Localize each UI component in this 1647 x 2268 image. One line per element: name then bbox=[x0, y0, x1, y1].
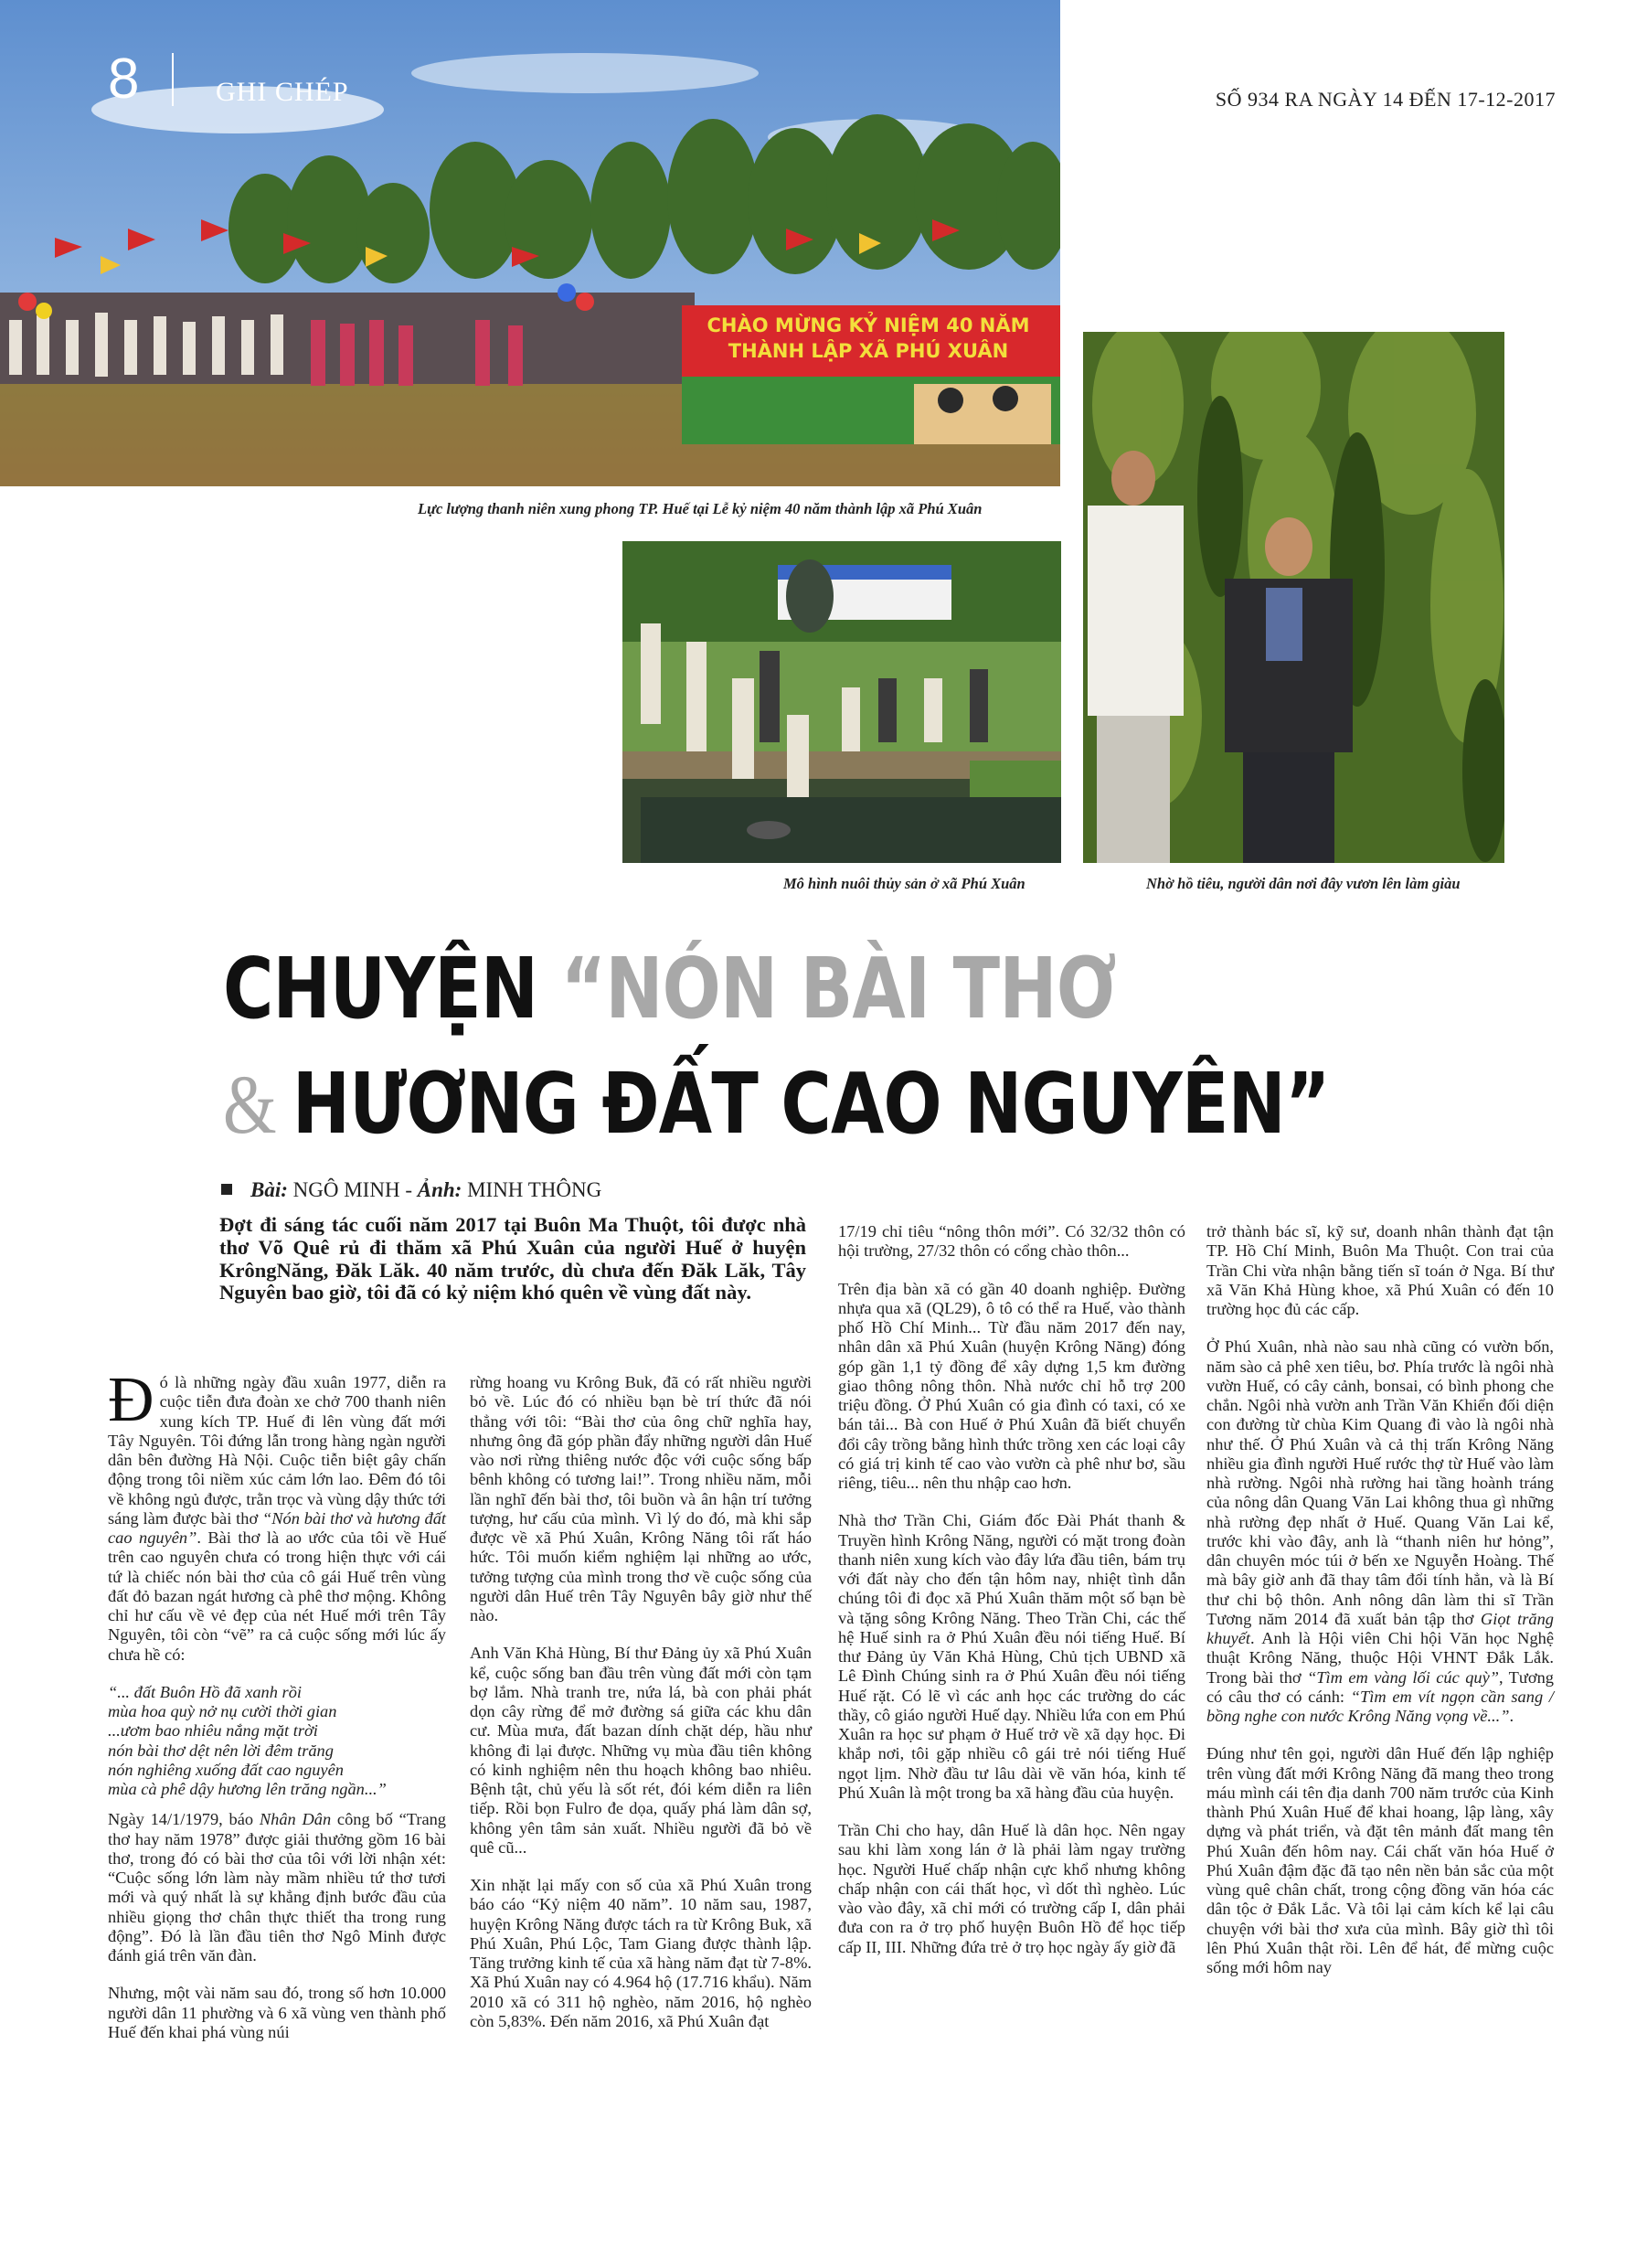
col2-paragraph-1: rừng hoang vu Krông Buk, đã có rất nhiều người bỏ về. Lúc đó có nhiều bạn bè trí thức đã nói thẳng với tôi: “Bài thơ của ông chữ nghĩa hay, nhưng ông đã góp phần đẩy những người dân Huế vào nơi rừng thiêng nước độc với cuộc sống bấp bênh không có tương lai!”. Trong nhiều năm, mỗi lần nghĩ đến bài thơ, tôi buồn và ân hận trí tưởng tượng, hư cấu của mình. Vì lý do đó, mà khi sắp được về xã Phú Xuân, Krông Năng tôi rất háo hức. Tôi muốn kiểm nghiệm lại những ao ước, tưởng tượng của mình trong thơ về cuộc sống của người dân Huế trên Tây Nguyên bây giờ như thế nào. bbox=[470, 1373, 812, 1624]
column-1 bbox=[108, 1365, 447, 2060]
issue-info: SỐ 934 RA NGÀY 14 ĐẾN 17-12-2017 bbox=[1215, 88, 1556, 111]
col4-paragraph-1: trở thành bác sĩ, kỹ sư, doanh nhân thành đạt tận TP. Hồ Chí Minh, Buôn Ma Thuột. Con trai của Trần Chi vừa nhận bằng tiến sĩ toán ở Nga. Bí thư xã Văn Khả Hùng khoe, xã Phú Xuân có đến 10 trường học đủ các cấp. bbox=[1206, 1222, 1554, 1318]
title-line-2 bbox=[223, 1055, 1330, 1153]
pepper-photo bbox=[1083, 332, 1504, 863]
column-3 bbox=[838, 1222, 1185, 1975]
title-line-1 bbox=[223, 940, 1116, 1038]
byline-bullet bbox=[221, 1184, 232, 1195]
title-ampersand: & bbox=[223, 1058, 292, 1151]
col1-p1-end: . Bài thơ là ao ước của tôi về Huế trên cao nguyên chưa có trong hiện thực với cái tứ là chiếc nón bài thơ của cô gái Huế trên vùng đất đỏ bazan ngát hương cà phê thơ mộng. Không chỉ hư cấu về vẻ đẹp của nét Huế mới trên Tây Nguyên, tôi còn “vẽ” ra cả cuộc sống mới lúc ấy chưa hề có: bbox=[108, 1528, 446, 1664]
poem-line-2: mùa hoa quỳ nở nụ cười thời gian bbox=[108, 1702, 337, 1720]
poem-line-1: “... đất Buôn Hồ đã xanh rồi bbox=[108, 1682, 303, 1701]
col4-p2-c: , Tương có câu thơ có cánh: bbox=[1206, 1667, 1554, 1706]
banner-line-2: THÀNH LẬP XÃ PHÚ XUÂN bbox=[728, 340, 1009, 362]
col4-p2-b: . Anh là Hội viên Chi hội Văn học Nghệ thuật Krông Năng, thuộc Hội VHNT Đắk Lắk. Trong bài thơ bbox=[1206, 1629, 1554, 1687]
banner-line-1: CHÀO MỪNG KỶ NIỆM 40 NĂM bbox=[707, 314, 1030, 336]
photographer: MINH THÔNG bbox=[467, 1178, 602, 1201]
lead-paragraph: Đợt đi sáng tác cuối năm 2017 tại Buôn Ma Thuột, tôi được nhà thơ Võ Quê rủ đi thăm xã Phú Xuân của người Huế ở huyện KrôngNăng, Đăk Lăk. 40 năm trước, dù chưa đến Đăk Lăk, Tây Nguyên bao giờ, tôi đã có kỷ niệm khó quên về vùng đất này. bbox=[219, 1213, 806, 1304]
col2-paragraph-2: Anh Văn Khả Hùng, Bí thư Đảng ủy xã Phú Xuân kể, cuộc sống ban đầu trên vùng đất mới còn tạm bợ lắm. Nhà tranh tre, nứa lá, bà con phải phát dọn cây rừng để mở đường sá giữa các khu dân cư. Mùa mưa, đất bazan dính chặt dép, hầu như không đi lại được. Những vụ mùa đầu tiên không có kinh nghiệm nên thu hoạch không bao nhiêu. Bệnh tật, chủ yếu là sốt rét, đói kém diễn ra liên tiếp. Rồi bọn Fulro đe dọa, quấy phá làm dân sợ, không yên tâm sản xuất. Nhiều người đã bỏ về quê cũ... bbox=[470, 1644, 812, 1857]
fishing-photo-art bbox=[622, 541, 1061, 863]
title-part-1: CHUYỆN bbox=[223, 940, 561, 1038]
col1-p2-italic: Nhân Dân bbox=[259, 1810, 332, 1829]
title-part-3: HƯƠNG ĐẤT CAO NGUYÊN” bbox=[292, 1055, 1330, 1153]
col4-p2-d: . bbox=[1509, 1707, 1514, 1725]
pepper-caption: Nhờ hồ tiêu, người dân nơi đây vươn lên làm giàu bbox=[1146, 875, 1461, 892]
col1-paragraph-3: Nhưng, một vài năm sau đó, trong số hơn 10.000 người dân 11 phường và 6 xã vùng ven thành phố Huế đến khai phá vùng núi bbox=[108, 1984, 446, 2041]
col1-p1-italic: “Nón bài thơ và hương đất cao nguyên” bbox=[108, 1508, 446, 1547]
byline-separator: - bbox=[399, 1178, 418, 1201]
col4-paragraph-3: Đúng như tên gọi, người dân Huế đến lập nghiệp trên vùng đất mới Krông Năng đã mang theo trong máu mình cái tên địa danh 700 năm trước của Kinh thành Phú Xuân Huế để khai hoang, lập làng, xây dựng và phát triển, và đặt tên mảnh đất mang tên Phú Xuân đến hôm nay. Cái chất văn hóa Huế ở Phú Xuân đậm đặc đã tạo nên nền bản sắc của một vùng quê chân chất, trong cộng đồng văn hóa các dân tộc ở Đắk Lắc. Và tôi lại cảm kích kể lại câu chuyện với bài thơ xưa của mình. Bây giờ thì tôi lên Phú Xuân thật rồi. Lên để hát, để mừng cuộc sống mới hôm nay bbox=[1206, 1744, 1554, 1976]
col1-paragraph-2 bbox=[108, 1810, 446, 1965]
title-part-2: “NÓN BÀI THƠ bbox=[560, 940, 1116, 1038]
poem-line-5: nón nghiêng xuống đất cao nguyên bbox=[108, 1760, 344, 1779]
byline-label-photo: Ảnh: bbox=[417, 1178, 468, 1201]
column-2 bbox=[470, 1373, 812, 2050]
col4-p2-italic-2: “Tìm em vàng lối cúc quỳ” bbox=[1307, 1667, 1499, 1687]
col2-paragraph-3: Xin nhặt lại mấy con số của xã Phú Xuân trong báo cáo “Kỷ niệm 40 năm”. 10 năm sau, 1987, huyện Krông Năng được tách ra từ Krông Buk, xã Phú Xuân, Phú Lộc, Tam Giang được thành lập. Tăng trưởng kinh tế của xã hàng năm đạt từ 7-8%. Xã Phú Xuân nay có 4.964 hộ (17.716 khẩu). Năm 2010 xã có 311 hộ nghèo, năm 2016, hộ nghèo còn 5,83%. Đến năm 2016, xã Phú Xuân đạt bbox=[470, 1876, 812, 2030]
col4-paragraph-2 bbox=[1206, 1337, 1554, 1726]
col4-p2-italic-1: Giọt trăng khuyết bbox=[1206, 1609, 1554, 1647]
col1-p2-a: Ngày 14/1/1979, báo bbox=[108, 1810, 260, 1829]
poem-line-6: mùa cà phê dậy hương lên trăng ngần...” bbox=[108, 1780, 387, 1798]
col3-paragraph-4: Trần Chi cho hay, dân Huế là dân học. Nên ngay sau khi làm xong lán ở là phải làm ngay trường học. Người Huế chấp nhận cực khổ nhưng không chấp nhận con cái thất học, vì dốt thì nghèo. Lúc vào vào đây, xã chỉ mới có trường cấp I, dân phải đưa con ra ở trọ phố huyện Buôn Hồ để học tiếp cấp II, III. Những đứa trẻ ở trọ học ngày ấy giờ đã bbox=[838, 1821, 1185, 1956]
col4-p2-a: Ở Phú Xuân, nhà nào sau nhà cũng có vườn bốn, năm sào cả phê xen tiêu, bơ. Phía trước là ngôi nhà vườn Huế, có cây cảnh, bonsai, có bình phong che chắn. Ngôi nhà vườn anh Trần Văn Khiển đối diện con đường từ chùa Kim Quang đi vào là ngôi nhà như thế. Ở Phú Xuân và cả thị trấn Krông Năng nhiều gia đình người Huế rước thợ từ Huế vào làm nhà rường. Ngôi nhà rường hai tầng hoành tráng của nông dân Quang Văn Lai không thua gì những nhà rường đẹp nhất ở Huế. Quang Văn Lai kể, trước khi vào đây, anh là “thanh niên hư hỏng”, dân chuyên móc túi ở bến xe Nguyễn Hoàng. Thế mà bây giờ anh đã thay tâm đổi tính hẳn, và là Bí thư chi bộ thôn. Anh nông dân làm thi sĩ Trần Tương năm 2014 đã xuất bản tập thơ bbox=[1206, 1337, 1554, 1628]
col1-paragraph-1 bbox=[108, 1365, 446, 1665]
col3-paragraph-3: Nhà thơ Trần Chi, Giám đốc Đài Phát thanh & Truyền hình Krông Năng, người có mặt trong đoàn thanh niên xung kích vào đây lứa đầu tiên, bám trụ với đất này cho đến tận hôm nay, nhiệt tình dẫn chúng tôi đi đọc xã Phú Xuân thăm một số bạn bè và tặng sông Krông Năng. Theo Trần Chi, các thế hệ Huế sinh ra ở Phú Xuân đều nói tiếng Huế. Bí thư Đảng ủy Văn Khả Hùng, Chủ tịch UBND xã Lê Đình Chúng sinh ra ở Phú Xuân đều nói tiếng Huế rặt. Có lẽ vì các anh học các trường do các thầy, cô giáo người Huế dạy. Nhiều lứa con em Phú Xuân ra học sư phạm ở Huế trở về xã dạy học. Đi khắp nơi, tôi gặp nhiều cô gái trẻ nói tiếng Huế ngọt lịm. Nhờ đầu tư lâu dài về văn hóa, kinh tế Phú Xuân là một trong ba xã hàng đầu của huyện. bbox=[838, 1511, 1185, 1802]
poem-line-4: nón bài thơ dệt nên lời đêm trăng bbox=[108, 1741, 334, 1760]
fishing-photo bbox=[622, 541, 1061, 863]
fishing-caption: Mô hình nuôi thủy sản ở xã Phú Xuân bbox=[783, 875, 1025, 892]
page-number: 8 bbox=[108, 48, 140, 111]
col3-paragraph-1: 17/19 chỉ tiêu “nông thôn mới”. Có 32/32 thôn có hội trường, 27/32 thôn có cổng chào thôn... bbox=[838, 1222, 1185, 1261]
poem bbox=[108, 1683, 446, 1800]
byline-label-text: Bài: bbox=[250, 1178, 293, 1201]
section-label: GHI CHÉP bbox=[216, 77, 349, 107]
header-divider bbox=[172, 53, 174, 106]
author: NGÔ MINH bbox=[292, 1178, 400, 1201]
festival-photo bbox=[0, 0, 1060, 486]
pepper-photo-art bbox=[1083, 332, 1504, 863]
column-4 bbox=[1206, 1222, 1554, 1996]
col4-p2-italic-3: “Tìm em vít ngọn cần sang / bồng nghe con nước Krông Năng vọng về...” bbox=[1206, 1687, 1554, 1725]
byline bbox=[221, 1178, 601, 1202]
banner-text bbox=[695, 313, 1042, 364]
col1-p2-b: công bố “Trang thơ hay năm 1978” được giải thưởng gồm 16 bài thơ, trong đó có bài thơ của tôi với lời nhận xét: “Cuộc sống lớn làm này mầm nhiều tứ thơ tươi mới và quý nhất là sự khẳng định bước đầu của nhiều giọng thơ chân thực thiết tha trong rung động”. Đó là lần đầu tiên thơ Ngô Minh được đánh giá trên văn đàn. bbox=[108, 1810, 447, 1965]
drop-cap: Đ bbox=[108, 1365, 154, 1435]
festival-caption: Lực lượng thanh niên xung phong TP. Huế tại Lễ kỷ niệm 40 năm thành lập xã Phú Xuân bbox=[418, 500, 983, 517]
festival-photo-art bbox=[0, 0, 1060, 486]
col3-paragraph-2: Trên địa bàn xã có gần 40 doanh nghiệp. Đường nhựa qua xã (QL29), ô tô có thể ra Huế, vào thành phố Hồ Chí Minh... Từ đầu năm 2017 đến nay, nhân dân xã Phú Xuân (huyện Krông Năng) đóng góp gần 1,1 tỷ đồng để xây dựng 1,5 km đường giao thông nông thôn. Nhà nước chỉ hỗ trợ 200 triệu đồng. Ở Phú Xuân có gia đình có taxi, có xe bán tải... Bà con Huế ở Phú Xuân đã biết chuyển đổi cây trồng bằng hình thức trồng xen các loại cây có giá trị kinh tế cao vào vườn cà phê như bơ, sầu riêng, tiêu... nên thu nhập cao hơn. bbox=[838, 1279, 1185, 1492]
col1-p1-text: ó là những ngày đầu xuân 1977, diễn ra cuộc tiễn đưa đoàn xe chở 700 thanh niên xung kích TP. Huế đi lên vùng đất mới Tây Nguyên. Tôi đứng lẫn trong hàng ngàn người dân bên đường Hà Nội. Cuộc tiễn biệt gây chấn động trong tôi niềm xúc cảm lớn lao. Đêm đó tôi về không ngủ được, trằn trọc và vùng dậy thức tới sáng làm được bài thơ bbox=[108, 1373, 446, 1528]
poem-line-3: ...ươm bao nhiêu nắng mặt trời bbox=[108, 1721, 318, 1741]
